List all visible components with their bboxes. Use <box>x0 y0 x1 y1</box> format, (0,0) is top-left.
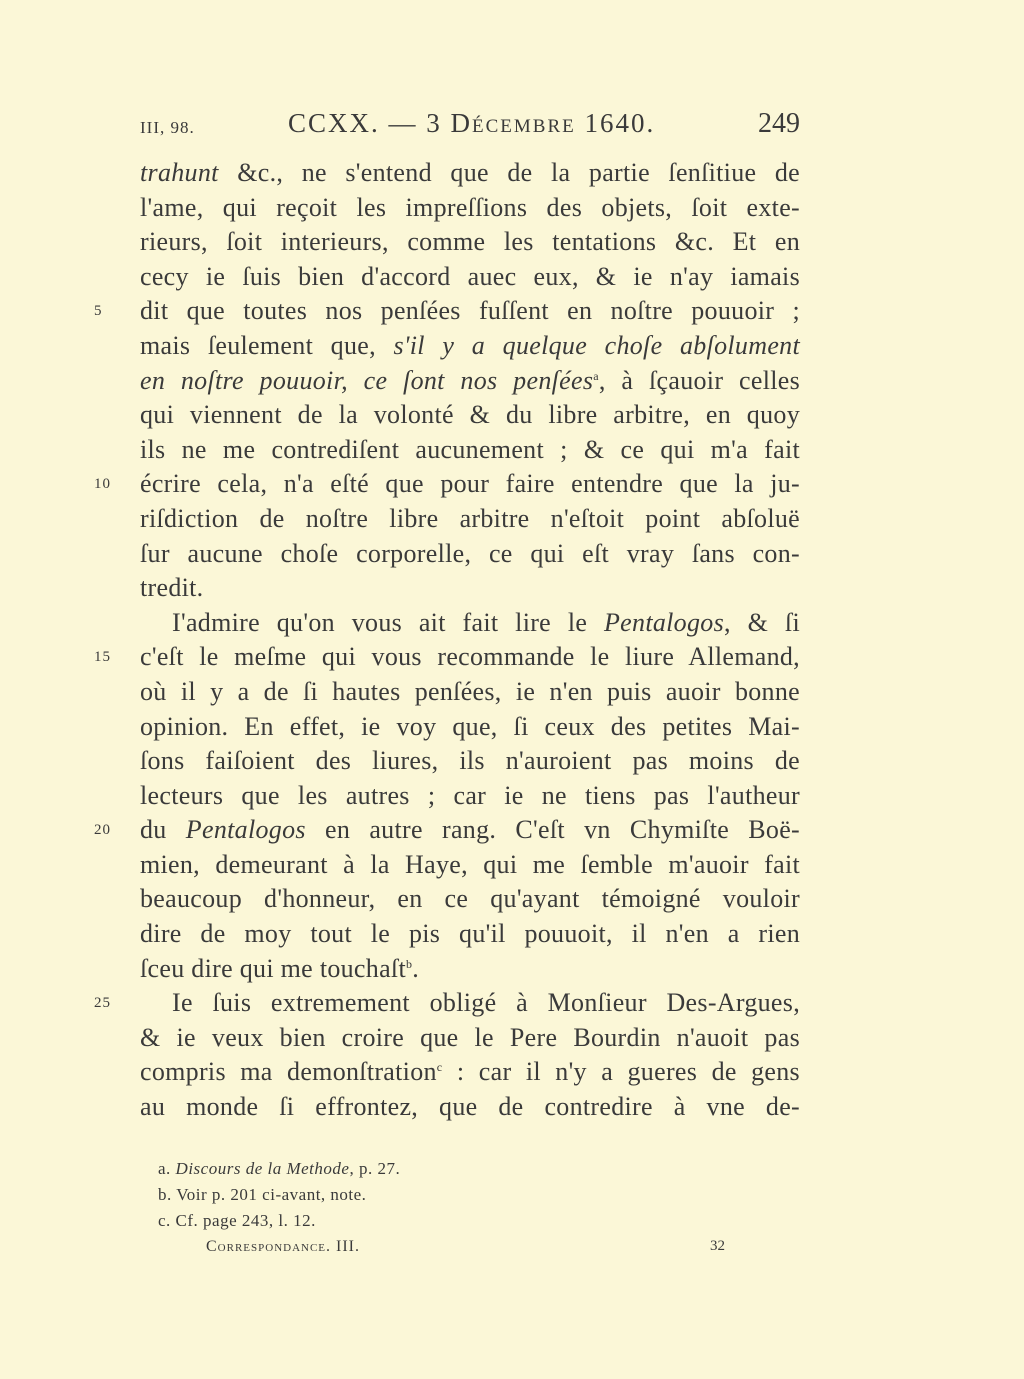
text-line: en noſtre pouuoir, ce ſont nos penſées$^a$, à ſçauoir celles <box>140 365 800 395</box>
letter-heading-month: Décembre <box>450 108 576 138</box>
text-line: beaucoup d'honneur, en ce qu'ayant témoigné vouloir <box>140 884 800 914</box>
letter-heading-number: CCXX. — 3 <box>288 108 451 138</box>
italic-text: trahunt <box>140 158 219 187</box>
text-line: où il y a de ſi hautes penſées, ie n'en puis auoir bonne <box>140 676 800 706</box>
footnote-a: a. Discours de la Methode, p. 27. <box>158 1159 401 1178</box>
text-line: compris ma demonſtration$^c$ : car il n'y a gueres de gens <box>140 1057 800 1087</box>
text-line: l'ame, qui reçoit les impreſſions des objets, ſoit exte- <box>140 192 800 222</box>
line-number: 10 <box>94 476 111 493</box>
line-number: 25 <box>94 995 111 1012</box>
footnote-marker: a <box>593 368 599 383</box>
text-line: ſur aucune choſe corporelle, ce qui eſt vray ſans con- <box>140 538 800 568</box>
page-footer <box>0 1238 1024 1262</box>
line-number: 5 <box>94 303 103 320</box>
line-number: 15 <box>94 649 111 666</box>
italic-text: Pentalogos <box>185 815 306 845</box>
footnotes <box>158 1156 758 1234</box>
page-number: 249 <box>758 108 800 139</box>
text-line: dire de moy tout le pis qu'il pouuoit, il n'en a rien <box>140 919 800 949</box>
text-line: riſdiction de noſtre libre arbitre n'eſtoit point abſoluë <box>140 503 800 533</box>
text-line: lecteurs que les autres ; car ie ne tiens pas l'autheur <box>140 780 800 810</box>
text-line: 25 Ie ſuis extremement obligé à Monſieur Des-Argues, <box>140 986 800 1021</box>
text-line: ſons faiſoient des liures, ils n'auroient pas moins de <box>140 746 800 776</box>
text-line: mien, demeurant à la Haye, qui me ſemble m'auoir fait <box>140 849 800 879</box>
text-line: cecy ie ſuis bien d'accord auec eux, & ie n'ay iamais <box>140 261 800 291</box>
italic-text: en noſtre pouuoir, ce ſont nos penſées <box>140 365 594 395</box>
text-line: ils ne me contrediſent aucunement ; & ce qui m'a fait <box>140 434 800 464</box>
text-line: & ie veux bien croire que le Pere Bourdin n'auoit pas <box>140 1022 800 1052</box>
body-text <box>94 156 800 1125</box>
text-line: tredit. <box>140 573 204 603</box>
text-line: mais ſeulement que, s'il y a quelque choſe abſolument <box>140 330 800 360</box>
italic-text: s'il y a quelque choſe abſolument <box>393 330 800 360</box>
text-line: 5 dit que toutes nos penſées fuſſent en noſtre pouuoir ; <box>140 294 800 329</box>
text-line: 20 du Pentalogos en autre rang. C'eſt vn Chymiſte Boë- <box>140 813 800 848</box>
signature-mark: Correspondance. III. <box>206 1238 361 1255</box>
line-number: 20 <box>94 822 111 839</box>
text-line: ſceu dire qui me touchaſt$^b$. <box>140 953 420 983</box>
text-line: qui viennent de la volonté & du libre arbitre, en quoy <box>140 400 800 430</box>
gathering-number: 32 <box>710 1238 725 1254</box>
text-line: 10 écrire cela, n'a eſté que pour faire entendre que la ju- <box>140 467 800 502</box>
letter-heading-year: 1640. <box>575 108 656 138</box>
footnote-c: c. Cf. page 243, l. 12. <box>158 1211 316 1230</box>
footnote-b: b. Voir p. 201 ci-avant, note. <box>158 1185 367 1204</box>
text-line: 15 c'eſt le meſme qui vous recommande le liure Allemand, <box>140 640 800 675</box>
footnote-marker: c <box>436 1060 443 1075</box>
footnote-title: Discours de la Methode <box>175 1159 350 1178</box>
footnote-marker: b <box>405 956 413 971</box>
volume-reference: III, 98. <box>140 118 195 137</box>
text-line: au monde ſi effrontez, que de contredire à vne de- <box>140 1092 800 1122</box>
text-line: opinion. En effet, ie voy que, ſi ceux des petites Mai- <box>140 711 800 741</box>
page-header <box>0 108 1024 148</box>
text-line: rieurs, ſoit interieurs, comme les tentations &c. Et en <box>140 227 800 257</box>
text-line: I'admire qu'on vous ait fait lire le Pentalogos, & ſi <box>172 607 800 637</box>
italic-text: Pentalogos <box>604 607 724 637</box>
text-line: trahunt &c., ne s'entend que de la partie ſenſitiue de <box>140 158 800 187</box>
letter-heading <box>288 108 655 139</box>
